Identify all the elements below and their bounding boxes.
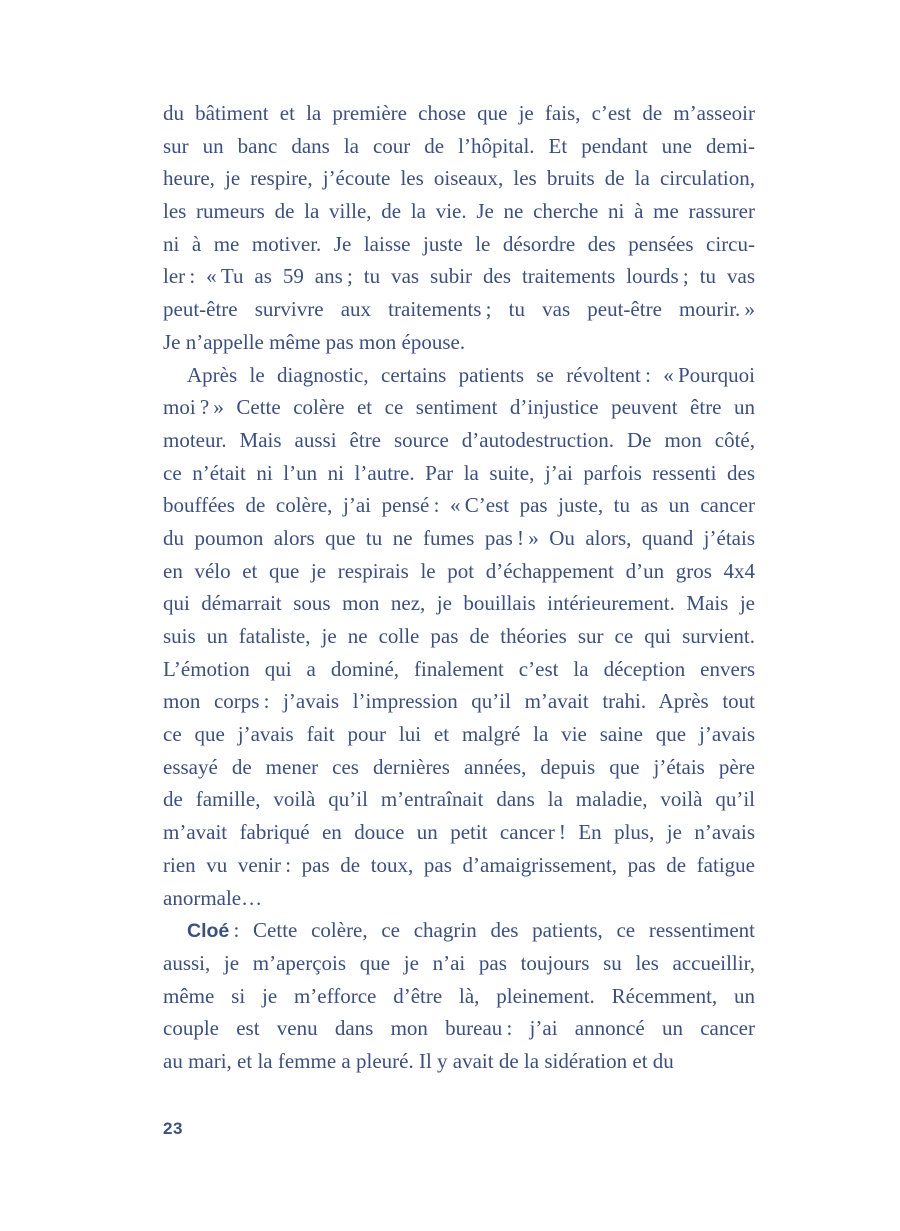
text-line: Après le diagnostic, certains patients se révoltent : « Pourquoi <box>187 362 755 387</box>
page-number: 23 <box>163 1119 183 1138</box>
text-line: suis un fataliste, je ne colle pas de théories sur ce qui survient. <box>163 624 755 648</box>
text-line: Cloé : Cette colère, ce chagrin des patients, ce ressentiment <box>187 918 755 943</box>
text-block <box>163 97 755 1078</box>
text-line: ni à me motiver. Je laisse juste le désordre des pensées circu- <box>163 231 755 256</box>
text-line: heure, je respire, j’écoute les oiseaux, les bruits de la circulation, <box>163 166 755 191</box>
paragraph <box>163 97 755 359</box>
text-line: du poumon alors que tu ne fumes pas ! » Ou alors, quand j’étais <box>163 525 755 550</box>
text-line: même si je m’efforce d’être là, pleinement. Récemment, un <box>163 983 755 1008</box>
speaker-label: Cloé <box>187 920 230 943</box>
text-line: L’émotion qui a dominé, finalement c’est la déception envers <box>163 656 755 681</box>
text-line: du bâtiment et la première chose que je fais, c’est de m’asseoir <box>163 101 755 125</box>
text-line: moi ? » Cette colère et ce sentiment d’injustice peuvent être un <box>163 395 755 420</box>
text-line: Je n’appelle même pas mon épouse. <box>163 329 466 354</box>
text-line: m’avait fabriqué en douce un petit cancer ! En plus, je n’avais <box>163 820 755 845</box>
text-line: essayé de mener ces dernières années, depuis que j’étais père <box>163 754 755 779</box>
text-line: moteur. Mais aussi être source d’autodestruction. De mon côté, <box>163 427 755 452</box>
paragraph <box>163 914 755 1077</box>
text-line: de famille, voilà qu’il m’entraînait dans la maladie, voilà qu’il <box>163 787 755 812</box>
text-line: mon corps : j’avais l’impression qu’il m’avait trahi. Après tout <box>163 689 755 714</box>
text-line: ler : « Tu as 59 ans ; tu vas subir des traitements lourds ; tu vas <box>163 264 755 289</box>
text-line: les rumeurs de la ville, de la vie. Je ne cherche ni à me rassurer <box>163 199 755 224</box>
text-line: en vélo et que je respirais le pot d’échappement d’un gros 4x4 <box>163 558 755 583</box>
text-line: ce n’était ni l’un ni l’autre. Par la suite, j’ai parfois ressenti des <box>163 460 755 485</box>
text-line: qui démarrait sous mon nez, je bouillais intérieurement. Mais je <box>163 591 755 616</box>
text-line: aussi, je m’aperçois que je n’ai pas toujours su les accueillir, <box>163 950 755 975</box>
text-line: rien vu venir : pas de toux, pas d’amaigrissement, pas de fatigue <box>163 852 755 877</box>
text-line: peut-être survivre aux traitements ; tu vas peut-être mourir. » <box>163 297 755 322</box>
text-line: bouffées de colère, j’ai pensé : « C’est pas juste, tu as un cancer <box>163 493 755 518</box>
text-line: au mari, et la femme a pleuré. Il y avait de la sidération et du <box>163 1048 674 1073</box>
paragraph <box>163 359 755 915</box>
text-line: ce que j’avais fait pour lui et malgré la vie saine que j’avais <box>163 722 755 747</box>
text-line: sur un banc dans la cour de l’hôpital. Et pendant une demi- <box>163 133 755 158</box>
text-line: anormale… <box>163 885 263 910</box>
text-line: couple est venu dans mon bureau : j’ai annoncé un cancer <box>163 1016 755 1041</box>
